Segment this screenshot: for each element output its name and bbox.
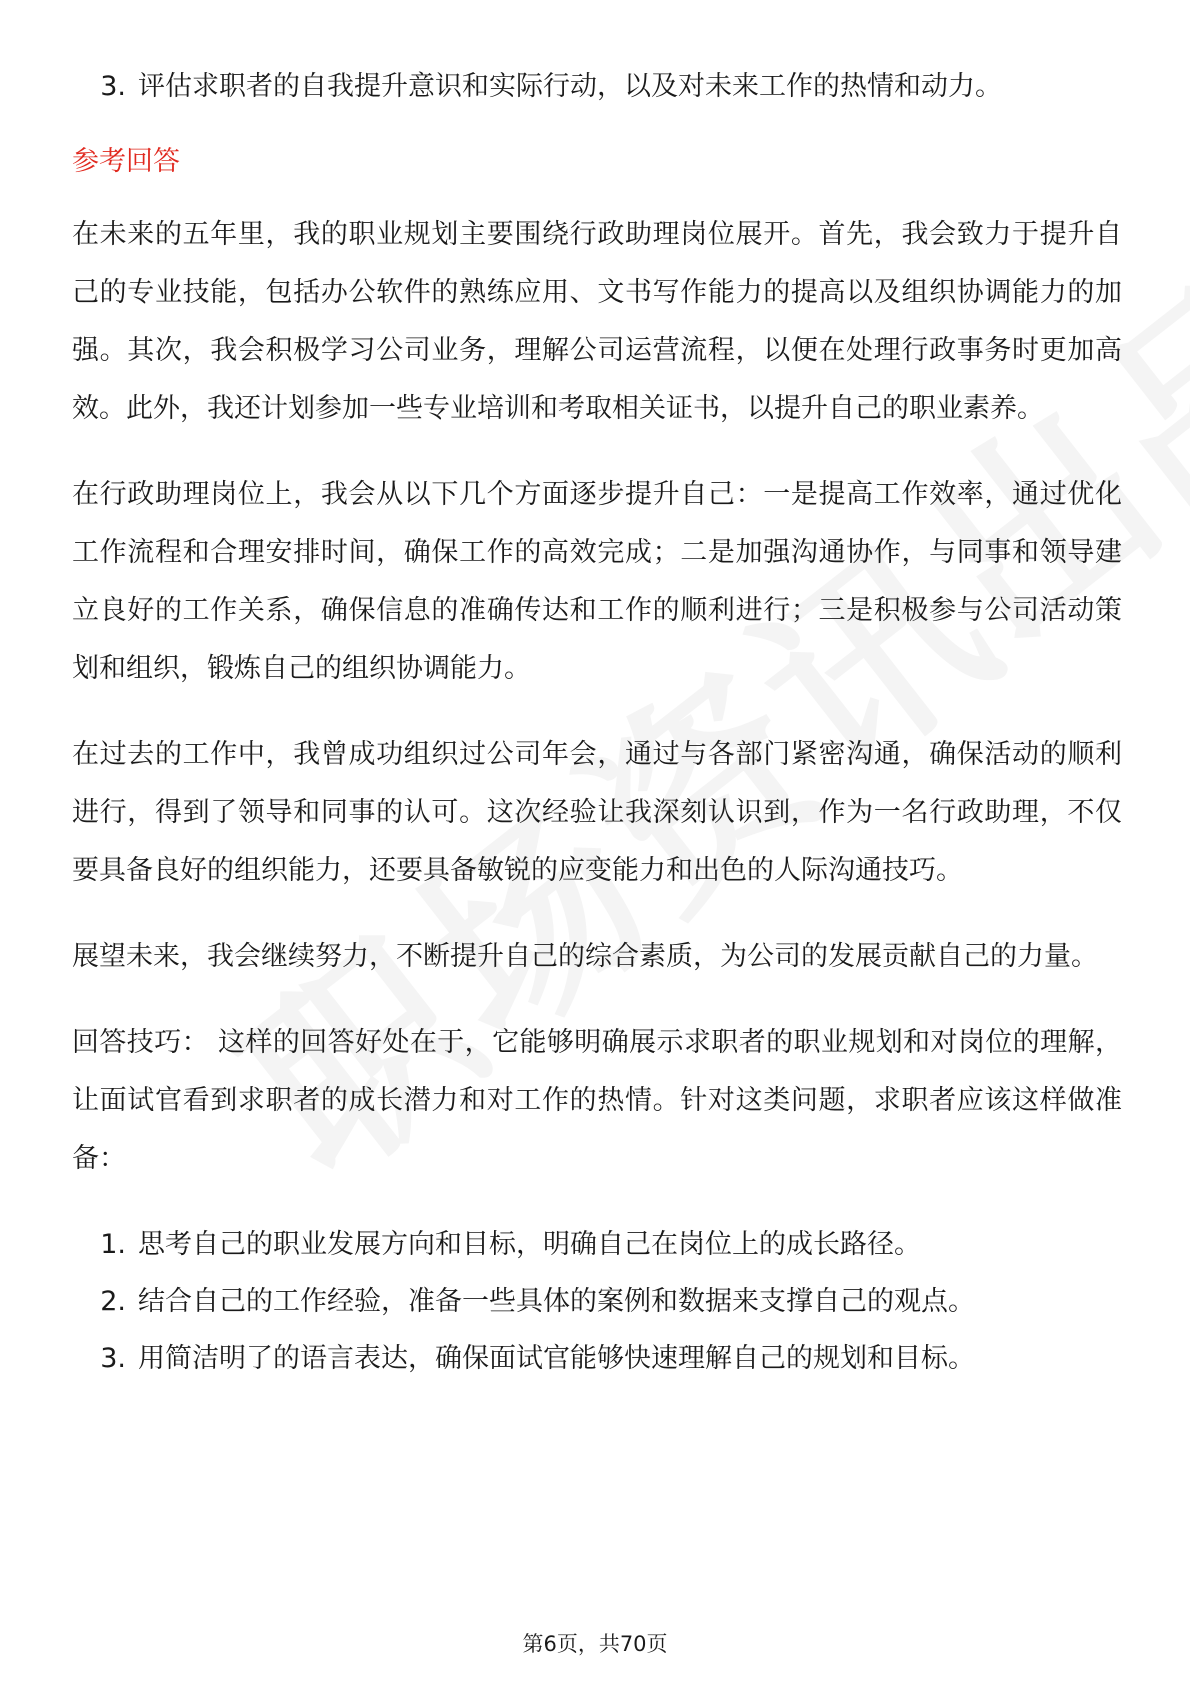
- list-item-number: 3.: [100, 71, 126, 102]
- list-item: [72, 58, 1122, 115]
- list-item-number: 1.: [100, 1229, 126, 1260]
- paragraph: 在未来的五年里，我的职业规划主要围绕行政助理岗位展开。首先，我会致力于提升自己的专业技能，包括办公软件的熟练应用、文书写作能力的提高以及组织协调能力的加强。其次，我会积极学习公司业务，理解公司运营流程，以便在处理行政事务时更加高效。此外，我还计划参加一些专业培训和考取相关证书，以提升自己的职业素养。: [72, 219, 1122, 424]
- list-item-text: 思考自己的职业发展方向和目标，明确自己在岗位上的成长路径。: [138, 1229, 921, 1260]
- list-item-number: 3.: [100, 1343, 126, 1374]
- list-item-number: 2.: [100, 1286, 126, 1317]
- list-item: [72, 1216, 1122, 1273]
- list-item-text: 用简洁明了的语言表达，确保面试官能够快速理解自己的规划和目标。: [138, 1343, 975, 1374]
- list-item-text: 结合自己的工作经验，准备一些具体的案例和数据来支撑自己的观点。: [138, 1286, 975, 1317]
- list-item: [72, 1330, 1122, 1387]
- tips-list: [72, 1216, 1122, 1387]
- paragraph: 回答技巧： 这样的回答好处在于，它能够明确展示求职者的职业规划和对岗位的理解，让面试官看到求职者的成长潜力和对工作的热情。针对这类问题，求职者应该这样做准备：: [72, 1027, 1122, 1174]
- page-content: [72, 58, 1122, 1387]
- criteria-list: [72, 58, 1122, 115]
- list-item-text: 评估求职者的自我提升意识和实际行动，以及对未来工作的热情和动力。: [138, 71, 1002, 102]
- paragraph: 展望未来，我会继续努力，不断提升自己的综合素质，为公司的发展贡献自己的力量。: [72, 941, 1098, 972]
- paragraph: 在行政助理岗位上，我会从以下几个方面逐步提升自己：一是提高工作效率，通过优化工作流程和合理安排时间，确保工作的高效完成；二是加强沟通协作，与同事和领导建立良好的工作关系，确保信息的准确传达和工作的顺利进行；三是积极参与公司活动策划和组织，锻炼自己的组织协调能力。: [72, 479, 1122, 684]
- list-item: [72, 1273, 1122, 1330]
- paragraph: 在过去的工作中，我曾成功组织过公司年会，通过与各部门紧密沟通，确保活动的顺利进行，得到了领导和同事的认可。这次经验让我深刻认识到，作为一名行政助理，不仅要具备良好的组织能力，还要具备敏锐的应变能力和出色的人际沟通技巧。: [72, 739, 1122, 886]
- page-number: 第6页，共70页: [522, 1632, 668, 1656]
- section-heading: 参考回答: [72, 146, 180, 177]
